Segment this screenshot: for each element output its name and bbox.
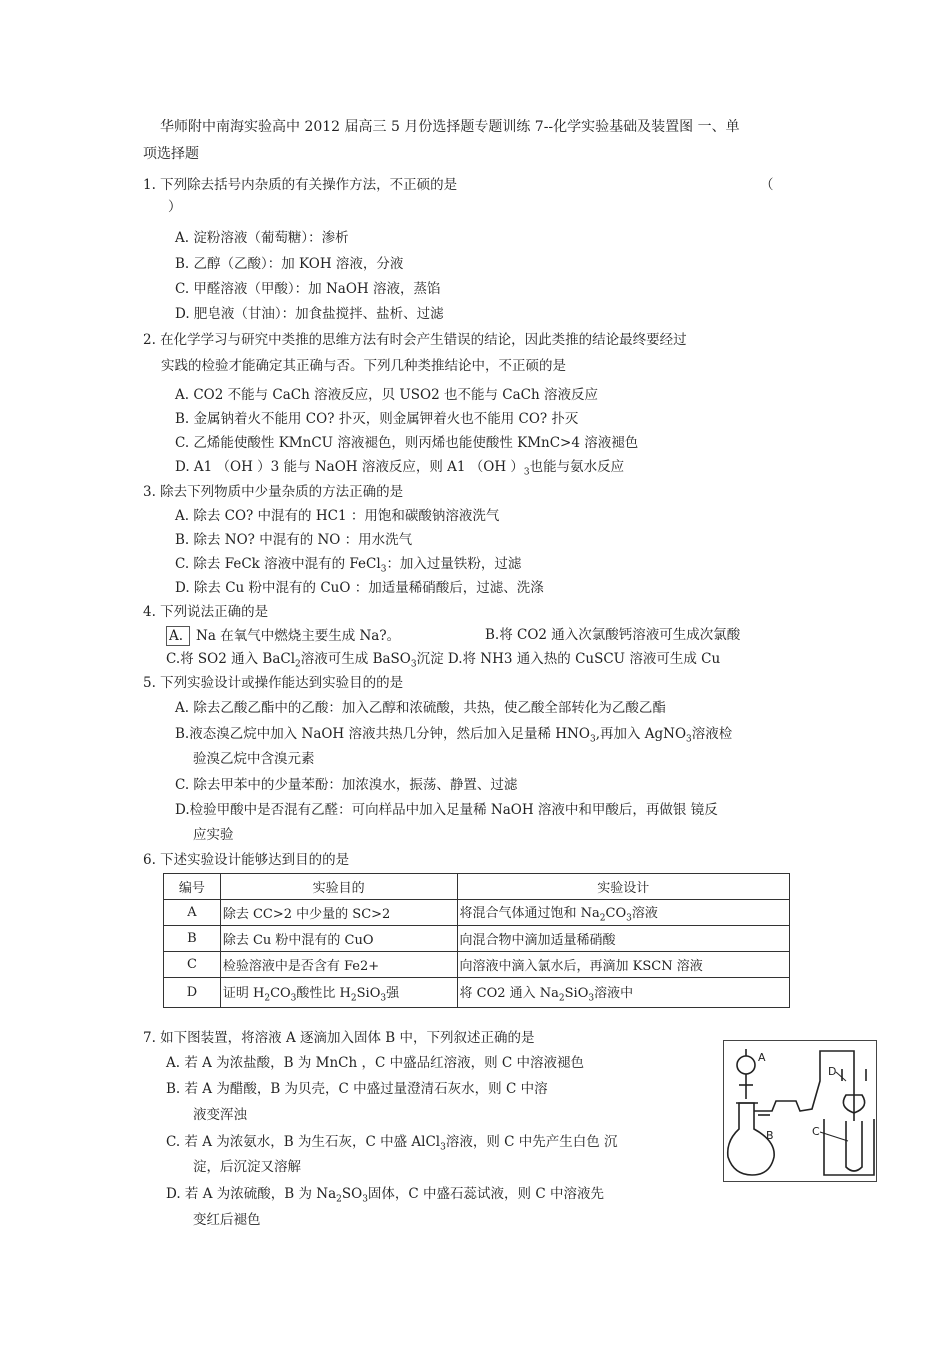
q7-option-c-line2: 淀，后沉淀又溶解: [193, 1159, 301, 1175]
q5-option-b: B.液态溴乙烷中加入 NaOH 溶液共热几分钟，然后加入足量稀 $HNO_3$,再加入 AgNO$_3$溶液检: [175, 726, 733, 745]
q4-stem: 4. 下列说法正确的是: [143, 604, 269, 620]
q1-option-b: B. 乙醇（乙酸）：加 KOH 溶液，分液: [175, 256, 404, 272]
q2-option-a: A. CO2 不能与 CaCh 溶液反应，贝 USO2 也不能与 CaCh 溶液反应: [175, 387, 598, 403]
table-header-goal: 实验目的: [220, 874, 457, 900]
table-cell-goal: 证明 $H_2CO_3$酸性比 $H_2SiO_3$强: [220, 978, 457, 1008]
q6-table: [163, 873, 790, 1008]
table-cell-id: A: [164, 900, 221, 926]
q2-stem-line2: 实践的检验才能确定其正确与否。下列几种类推结论中，不正硕的是: [161, 358, 566, 374]
q7-option-b-line2: 液变浑浊: [193, 1107, 247, 1123]
table-header-id: 编号: [164, 874, 221, 900]
q1-stem: 1. 下列除去括号内杂质的有关操作方法，不正硕的是: [143, 177, 458, 193]
q1-paren-open: （: [760, 177, 774, 193]
table-cell-goal: 检验溶液中是否含有 Fe2+: [220, 952, 457, 978]
q2-option-c: C. 乙烯能使酸性 KMnCU 溶液褪色，则丙烯也能使酸性 KMnC>4 溶液褪色: [175, 435, 639, 451]
q5-option-d-line2: 应实验: [193, 827, 234, 843]
table-row: [164, 952, 790, 978]
beaker: [824, 1119, 874, 1175]
q2-option-d: D. A1 （OH ）3 能与 NaOH 溶液反应，则 A1 （OH ）$_3$也能与氨水反应: [175, 459, 625, 478]
q7-stem: 7. 如下图装置，将溶液 A 逐滴加入固体 B 中，下列叙述正确的是: [143, 1030, 535, 1046]
q4-option-b: B.将 CO2 通入次氯酸钙溶液可生成次氯酸: [485, 627, 741, 643]
page-title: 华师附中南海实验高中 2012 届高三 5 月份选择题专题训练 7--化学实验基础及装置图 一、单: [160, 119, 740, 135]
table-cell-design: 向溶液中滴入氯水后，再滴加 KSCN 溶液: [457, 952, 790, 978]
q5-option-c: C. 除去甲苯中的少量苯酚：加浓溴水，振荡、静置、过滤: [175, 777, 518, 793]
table-row: [164, 978, 790, 1008]
q3-option-d: D. 除去 Cu 粉中混有的 CuO ：加适量稀硝酸后，过滤、洗涤: [175, 580, 544, 596]
funnel-bulb: [737, 1056, 755, 1074]
q4-a-label-box: A.: [166, 626, 190, 646]
q5-stem: 5. 下列实验设计或操作能达到实验目的的是: [143, 675, 404, 691]
q5-option-b-line2: 验溴乙烷中含溴元素: [193, 751, 315, 767]
table-header-row: [164, 874, 790, 900]
q3-stem: 3. 除去下列物质中少量杂质的方法正确的是: [143, 484, 404, 500]
q1-option-a: A. 淀粉溶液（葡萄糖）：渗析: [175, 230, 349, 246]
q7-option-d-line2: 变红后褪色: [193, 1212, 261, 1228]
table-cell-goal: 除去 Cu 粉中混有的 CuO: [220, 926, 457, 952]
table-row: [164, 926, 790, 952]
q7-option-d: D. 若 A 为浓硫酸，B 为 $Na_2SO_3$固体，C 中盛石蕊试液，则 C 中溶液先: [166, 1186, 604, 1205]
table-cell-design: 向混合物中滴加适量稀硝酸: [457, 926, 790, 952]
q6-stem: 6. 下述实验设计能够达到目的的是: [143, 852, 350, 868]
apparatus-diagram: [724, 1041, 876, 1181]
fig-label-d: D: [828, 1065, 837, 1078]
table-cell-id: B: [164, 926, 221, 952]
fig-label-a: A: [758, 1051, 766, 1064]
q1-option-c: C. 甲醛溶液（甲酸）：加 NaOH 溶液，蒸馅: [175, 281, 441, 297]
q2-option-b: B. 金属钠着火不能用 CO? 扑灭，则金属钾着火也不能用 CO? 扑灭: [175, 411, 579, 427]
table-header-design: 实验设计: [457, 874, 790, 900]
q3-option-b: B. 除去 NO? 中混有的 NO ：用水洗气: [175, 532, 413, 548]
q1-paren-close: ）: [168, 199, 182, 215]
q5-option-a: A. 除去乙酸乙酯中的乙酸：加入乙醇和浓硫酸，共热，使乙酸全部转化为乙酸乙酯: [175, 700, 666, 716]
fig-label-b: B: [766, 1129, 774, 1142]
table-cell-id: D: [164, 978, 221, 1008]
table-cell-id: C: [164, 952, 221, 978]
q1-option-d: D. 肥皂液（甘油）：加食盐搅拌、盐析、过滤: [175, 306, 444, 322]
q7-option-c: C. 若 A 为浓氨水，B 为生石灰，C 中盛 AlCl$_3$溶液，则 C 中先产生白色 沉: [166, 1134, 618, 1153]
q4-option-c-d: C.将 SO2 通入 BaCl$_2$溶液可生成 BaSO$_3$沉淀 D.将 NH3 通入热的 CuSCU 溶液可生成 Cu: [166, 651, 721, 670]
q7-option-b: B. 若 A 为醋酸，B 为贝壳，C 中盛过量澄清石灰水，则 C 中溶: [166, 1081, 548, 1097]
table-cell-design: 将混合气体通过饱和 $Na_2CO_3$溶液: [457, 900, 790, 926]
table-cell-design: 将 CO2 通入 $Na_2SiO_3$溶液中: [457, 978, 790, 1008]
table-cell-goal: 除去 CC>2 中少量的 SC>2: [220, 900, 457, 926]
table-row: [164, 900, 790, 926]
q2-stem: 2. 在化学学习与研究中类推的思维方法有时会产生错误的结论，因此类推的结论最终要经过: [143, 332, 687, 348]
q3-option-a: A. 除去 CO? 中混有的 HC1 ：用饱和碳酸钠溶液洗气: [175, 508, 500, 524]
apparatus-figure: [723, 1040, 877, 1182]
fig-label-c: C: [812, 1125, 820, 1138]
q7-option-a: A. 若 A 为浓盐酸，B 为 MnCh ，C 中盛品红溶液，则 C 中溶液褪色: [166, 1055, 585, 1071]
q5-option-d: D.检验甲酸中是否混有乙醛：可向样品中加入足量稀 NaOH 溶液中和甲酸后，再做银 镜反: [175, 802, 718, 818]
test-tube-c: [846, 1121, 862, 1171]
page-title-line2: 项选择题: [143, 146, 199, 162]
q3-option-c: C. 除去 FeCk 溶液中混有的 FeCl$_3$：加入过量铁粉，过滤: [175, 556, 522, 575]
q4-option-a: A. Na 在氧气中燃烧主要生成 Na?。: [166, 626, 400, 646]
